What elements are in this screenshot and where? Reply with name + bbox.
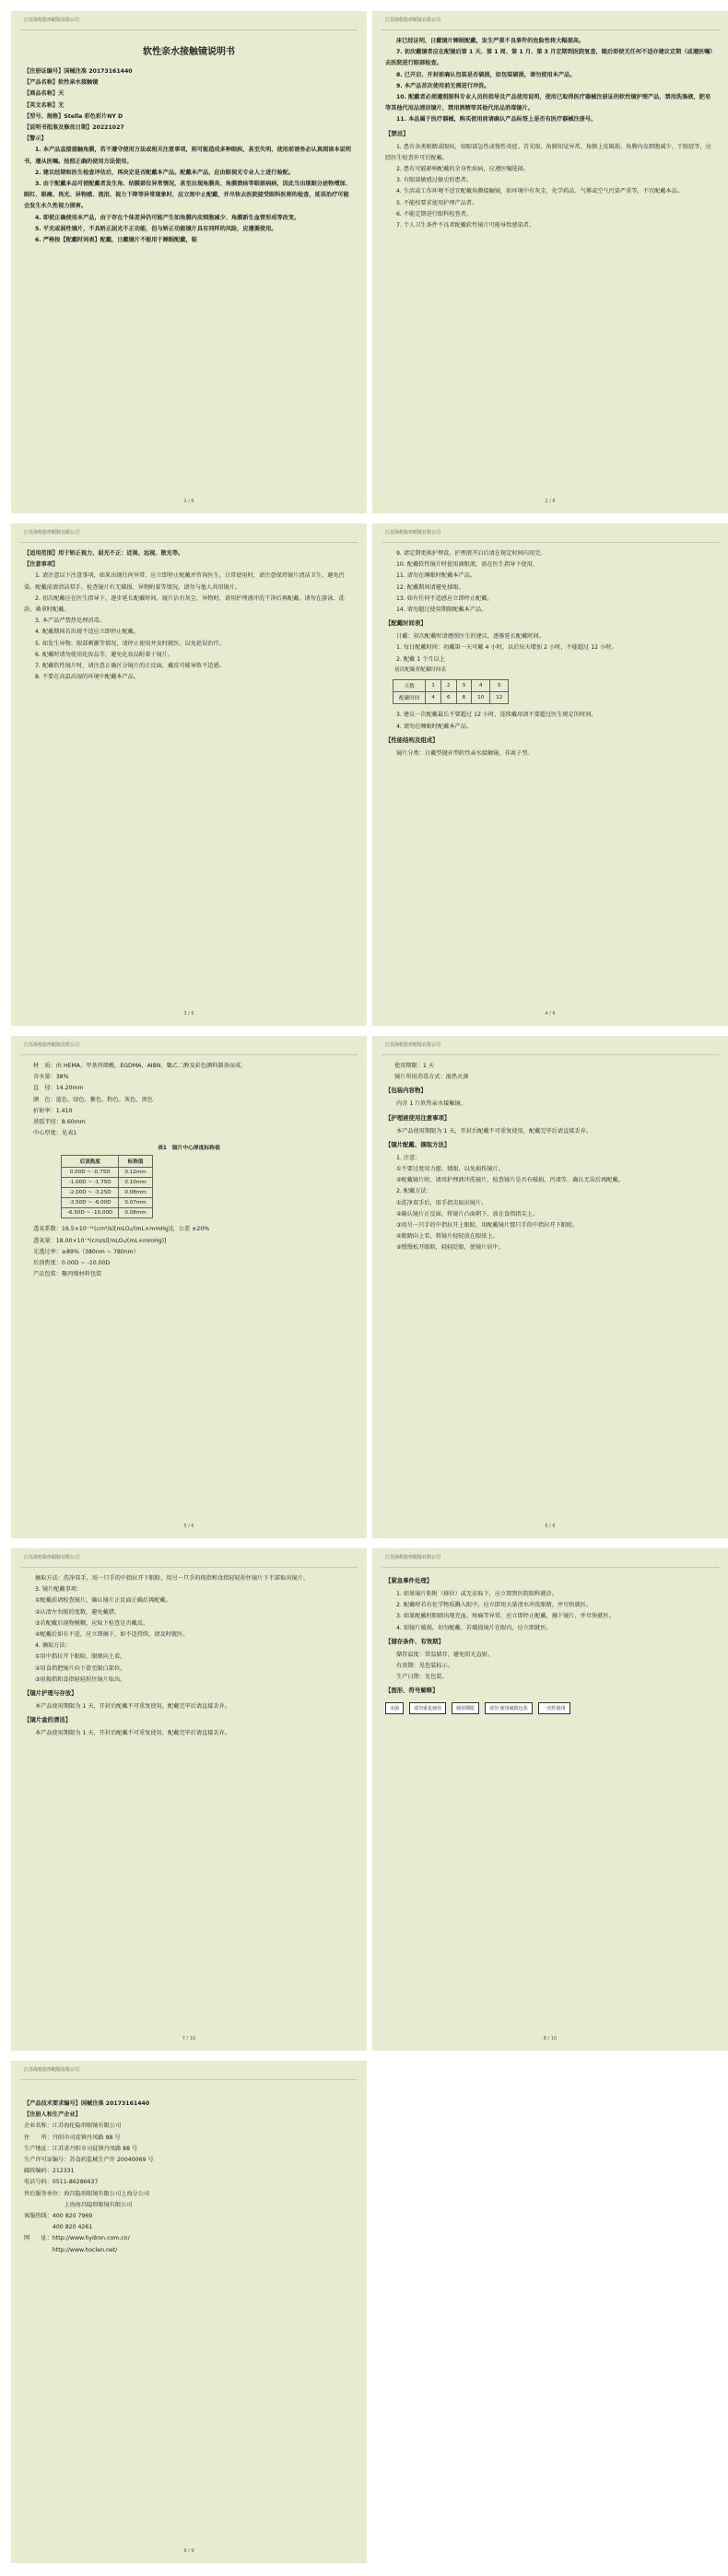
table-cell: 配戴时间	[393, 692, 426, 704]
symbol-icon: 请勿 使用破损包装	[485, 1702, 533, 1714]
contraindication-item: 2. 患有可能影响配戴的全身性疾病，应遵医嘱选择。	[396, 166, 529, 173]
spec-line: 镜片所用消毒方式：湿热灭菌	[394, 1074, 469, 1081]
text-line: 【说明书批准及修改日期】20221027	[24, 124, 124, 132]
spec-line: 基弧半径：8.60mm	[33, 1119, 86, 1126]
text-line: 【商品名称】天	[24, 90, 65, 98]
section-heading: 【紧急事件处理】	[385, 1577, 433, 1584]
section-heading: 【性能结构及组成】	[385, 735, 439, 744]
text-line: 【注册证编号】国械注准 20173161440	[24, 68, 133, 75]
warning-paragraph: 11. 本品属于医疗器械，购买使用前请确认产品标签上是否有医疗器械注册号。	[396, 116, 597, 124]
spec-line: 使用期限：1 天	[394, 1063, 435, 1069]
precaution-paragraph: 3. 本产品严禁热处理消毒。	[35, 618, 105, 625]
warning-paragraph: 9. 本产品首次使用前无需进行冲洗。	[396, 82, 490, 89]
contraindication-item: 3. 有眼部敏感过敏史的患者。	[396, 177, 473, 184]
symbol-icon: 灭菌	[385, 1702, 404, 1714]
precaution-paragraph: 10. 配戴软性镜片时使用滴眼液，需在医生指导下使用。	[396, 561, 539, 569]
text-line: 400 820 4261	[24, 2224, 93, 2231]
schedule-note: 3. 建议一次配戴最长不要超过 12 小时，连续戴用请不要超过医生规定的时间。	[396, 712, 597, 719]
pack-text: 内含 1 片软性亲水接触镜。	[396, 1100, 466, 1108]
text-line: 电话号码：0511-86286637	[24, 2179, 99, 2186]
section-heading: 【护理液使用注意事项】	[385, 1113, 451, 1122]
text-line: 【适用范围】用于矫正视力，屈光不正：近视、远视、散光等。	[24, 550, 184, 557]
contraindication-item: 4. 生活或工作环境不适宜配戴角膜接触镜，如环境中有灰尘、化学药品、气雾或空气污染严重等，不宜配戴本品。	[396, 188, 684, 195]
method-item: 4. 摘取方法：	[35, 1642, 71, 1650]
spec-line: 含水量：38%	[33, 1074, 69, 1081]
contraindication-item: 7. 个人卫生条件不良者配戴软性镜片可能导致感染者。	[396, 222, 535, 229]
section-heading: 【储存条件、有效期】	[385, 1637, 444, 1645]
document-title: 软性亲水接触镜说明书	[143, 47, 235, 57]
table-cell: 6	[440, 692, 456, 704]
text-line: 网 址：http://www.hydron.com.cn/	[24, 2235, 130, 2242]
text-line: 售后服务单位：海昌隐形眼镜有限公司上海分公司	[24, 2190, 150, 2197]
page-number: 9 / 9	[183, 2548, 194, 2554]
page-header: 江苏海伦隐形眼镜有限公司	[20, 1548, 358, 1568]
table-row	[62, 1178, 153, 1188]
warning-paragraph: 8. 已开启、开封前确认包装是否破损，如包装破损，请勿使用本产品。	[396, 71, 576, 78]
page-number: 5 / 6	[183, 1523, 194, 1529]
page-number: 4 / 6	[545, 1011, 556, 1017]
precaution-paragraph: 8. 不要在高温高湿的环境中配戴本产品。	[35, 674, 140, 681]
precaution-paragraph: 9. 请定期更换护理盒，护理液开启后请在规定时间内用完。	[396, 550, 546, 557]
spec-line: 材 质：由 HEMA、甲基丙烯酸、EGDMA、AIBN、聚乙二醇及彩色颜料制备而成。	[33, 1063, 247, 1069]
page-header: 江苏海伦隐形眼镜有限公司	[20, 523, 358, 543]
text-line: 【产品名称】软性亲水接触镜	[24, 79, 99, 87]
page-header: 江苏海伦隐形眼镜有限公司	[382, 1548, 719, 1568]
schedule-note: 4. 请勿在睡眠时配戴本产品。	[396, 723, 473, 730]
page-3	[11, 523, 367, 1026]
precaution-paragraph: 11. 请勿在睡眠时配戴本产品。	[396, 572, 476, 580]
symbol-icon: 一次性使用	[538, 1702, 570, 1714]
method-item: ②确认镜片正反面，将镜片凸面朝下，放在食指指尖上。	[396, 1210, 539, 1217]
warning-paragraph: 3. 由于配戴本品可使配戴者发生角、结膜部位异常情况，甚至出现角膜炎、角膜溃疡等眼部病病，因此当出现眼分泌物增加、眼红、眼痛、畏光、异物感、流泪、视力下降等异常现象时，应立刻中止配戴，并尽快去医院接受眼科医师的检查，延误治疗可能会发生永久性视力损害。	[24, 181, 351, 210]
page-number: 8 / 10	[543, 2036, 558, 2041]
symbol-row	[385, 1702, 715, 1714]
precaution-paragraph: 12. 配戴期间请避免揉眼。	[396, 583, 464, 591]
page-number: 1 / 6	[183, 499, 194, 504]
spec-line: 直 径：14.20mm	[33, 1085, 84, 1092]
precaution-paragraph: 13. 如有任何不适感应立即停止配戴。	[396, 594, 493, 602]
precaution-paragraph: 5. 如发生异物、眼部刺激等情况，请停止使用并及时就医，以免延误治疗。	[35, 640, 225, 647]
page-7	[11, 1548, 367, 2051]
precaution-paragraph: 6. 配戴时请勿使用化妆品等，避免化妆品附着于镜片。	[35, 651, 174, 658]
page-number: 2 / 6	[545, 499, 556, 504]
text-line: 【英文名称】无	[24, 101, 65, 109]
spec-line: 颜 色：蓝色、绿色、紫色、粉色、灰色、黑色	[33, 1096, 153, 1103]
text-line: 【注意事项】	[24, 561, 59, 569]
warning-paragraph: 1. 本产品直接接触角膜，若不遵守使用方法或相关注意事项，则可能造成多种眼疾，甚至失明，使用前请务必认真阅读本说明书，遵从医嘱。按照正确的使用方法使用。	[24, 147, 351, 165]
storage-item: 储存温度：常温储存，避免阳光直射。	[396, 1651, 494, 1658]
spec-line: 透氧系数：16.5×10⁻¹¹(cm²/s)[mLO₂/(mL×mmHg)]，公差 ±20%	[33, 1226, 210, 1233]
table-cell: -3.50D ~ -6.00D	[62, 1198, 119, 1208]
page-header: 江苏海伦隐形眼镜有限公司	[382, 1036, 719, 1055]
page-6	[372, 1036, 728, 1538]
method-item: 1. 注意：	[396, 1154, 421, 1161]
table-cell: 0.00D ~ -0.75D	[62, 1168, 119, 1178]
spec-line: 中心厚度：见表1	[33, 1130, 77, 1137]
schedule-line: 2. 配戴 1 个月以上	[396, 655, 445, 663]
method-item: ①洗净双手后，用手指尖取出镜片。	[396, 1199, 487, 1206]
method-item: 2. 配戴方法：	[396, 1188, 432, 1195]
spec-line: 后顶焦度：0.00D ~ -10.00D	[33, 1260, 111, 1267]
method-item: ①用中指拉开下眼睑，眼睛向上看。	[35, 1653, 126, 1661]
table-cell: 2	[440, 680, 456, 692]
table-cell: 10	[472, 692, 490, 704]
symbol-icon: 使用期限	[452, 1702, 479, 1714]
emergency-item: 3. 如果配戴时眼睛出现充血、疼痛等异常，应立即停止配戴，摘下镜片，并尽快就医。	[396, 1613, 615, 1620]
text-line: 【注册人和生产企业】	[24, 2111, 81, 2119]
text-line: 住 所：丹阳市司徒镇丹凤路 88 号	[24, 2134, 121, 2141]
text-line: 【产品技术要求编号】国械注准 20173161440	[24, 2100, 150, 2107]
warning-paragraph: 床已经证明，日戴镜片睡眠配戴，发生严重不良事件的危险性将大幅提高。	[396, 38, 585, 44]
page-number: 7 / 10	[182, 2036, 196, 2041]
contraindication-item: 5. 不能按要求使用护理产品者。	[396, 199, 478, 206]
text-line: 【警示】	[24, 135, 47, 143]
performance-text: 镜片分类：日戴型抛弃型软性亲水接触镜，非离子型。	[396, 749, 534, 757]
table-header-cell: 标称值	[119, 1156, 152, 1168]
page-header: 江苏海伦隐形眼镜有限公司	[20, 2061, 358, 2080]
page-header: 江苏海伦隐形眼镜有限公司	[382, 11, 719, 30]
table-row	[62, 1208, 153, 1218]
method-item: ③用另一只手的中指拉开上眼睑，用配戴镜片那只手的中指拉开下眼睑。	[396, 1222, 579, 1229]
method-item: ③若配戴后视物模糊，应取下检查是否戴反。	[35, 1619, 149, 1627]
emergency-item: 2. 配戴时若有化学物质溅入眼中，应立即用大量清水冲洗眼睛，并尽快就医。	[396, 1602, 593, 1609]
text-line: 【型号、规格】Stella 彩色彩片NY D	[24, 112, 123, 120]
table-header-cell: 后顶焦度	[62, 1156, 119, 1168]
text-line: 邮政编码：212331	[24, 2168, 75, 2175]
table-cell: -6.50D ~ -10.00D	[62, 1208, 119, 1218]
text-line: http://www.hoclen.net/	[24, 2246, 118, 2253]
table-cell: 4	[472, 680, 490, 692]
table-cell: 0.10mm	[119, 1178, 152, 1188]
text-line: 企业名称：江苏海伦隐形眼镜有限公司	[24, 2123, 122, 2130]
method-item: ②配戴镜片时，请用护理液冲洗镜片，检查镜片是否有破损、污渍等，确认无误后再配戴。	[396, 1177, 624, 1184]
page-1	[11, 11, 367, 513]
method-item: ④眼睛向上看，将镜片轻轻放在眼球上。	[396, 1233, 499, 1241]
page-header: 江苏海伦隐形眼镜有限公司	[20, 11, 358, 30]
warning-paragraph: 2. 建议经期和医生检查评估后，再决定是否配戴本产品。配戴本产品，应由眼视光专业人士进行验配。	[35, 169, 295, 176]
contraindication-item: 1. 患有各类眼睛或眼疾，如眼部急性或慢性炎症、青光眼、角膜知觉异常、角膜上皮破损、角膜内皮细胞减少、干眼症等，应经医生检查许可后配戴。	[385, 143, 711, 161]
table-cell: 0.12mm	[119, 1168, 152, 1178]
precaution-paragraph: 4. 配戴期间若出现不适应立即停止配戴。	[35, 629, 140, 636]
warning-paragraph: 6. 严格按【配戴时间表】配戴，日戴镜片不能用于睡眠配戴，临	[35, 237, 197, 244]
warning-paragraph: 5. 平光或弱性镜片，不具矫正屈光不正功能，但与矫正功能镜片具有同样的风险，应遵循使用。	[35, 225, 277, 232]
table-caption: 表1 镜片中心厚度标称值	[158, 1146, 220, 1152]
spec-line: 光透过率：≥89%（380nm ~ 780nm）	[33, 1248, 139, 1255]
page-2	[372, 11, 728, 513]
method-item: ③用拇指和食指轻轻捏住镜片取出。	[35, 1676, 126, 1683]
table-cell: -1.00D ~ -1.75D	[62, 1178, 119, 1188]
table-label: 初次配戴者配戴时间表	[394, 666, 446, 673]
method-item: ⑤慢慢松开眼睑，轻轻眨眼，使镜片居中。	[396, 1244, 504, 1252]
spec-line: 产品包装：聚丙烯材料包装	[33, 1271, 102, 1278]
table-row	[62, 1188, 153, 1198]
text-line: 客服热线：400 820 7969	[24, 2213, 93, 2220]
contraindication-item: 6. 不能定期进行眼科检查者。	[396, 210, 473, 218]
page-header: 江苏海伦隐形眼镜有限公司	[20, 1036, 358, 1055]
page-header: 江苏海伦隐形眼镜有限公司	[382, 523, 719, 543]
schedule-line: 1. 每日配戴时间：初戴第一天可戴 4 小时，以后每天增加 2 小时，不能超过 12 小时。	[396, 644, 617, 652]
thickness-table	[61, 1155, 153, 1218]
method-item: ①配戴前请检查镜片，确认镜片正反面正确后再配戴。	[35, 1597, 171, 1605]
page-8	[372, 1548, 728, 2051]
method-item: 3. 镜片配戴事项：	[35, 1586, 83, 1594]
method-item: ②用食指把镜片向下滑至眼白部位。	[35, 1664, 126, 1672]
precaution-paragraph: 7. 配戴软性镜片时，请注意正确区分镜片的正反面，戴反可能导致不适感。	[35, 663, 225, 670]
spec-line: 折射率：1.410	[33, 1107, 73, 1114]
warning-paragraph: 4. 即使正确使用本产品，由于存在个体差异仍可能产生如角膜内皮细胞减少、角膜新生血管形成等改变。	[35, 214, 300, 221]
page-4	[372, 523, 728, 1026]
text-line: 生产地址：江苏省丹阳市司徒镇丹凤路 88 号	[24, 2145, 138, 2152]
page-5	[11, 1036, 367, 1538]
table-row	[62, 1198, 153, 1208]
section-heading: 【镜片盒的清洁】	[24, 1716, 72, 1724]
table-cell: 1	[426, 680, 441, 692]
page-number: 6 / 6	[545, 1523, 556, 1529]
table-cell: 12	[490, 692, 509, 704]
emergency-item: 1. 如果镜片粘附（移位）或无法取下，应立即到医院眼科就诊。	[396, 1591, 558, 1597]
table-cell: 5	[490, 680, 509, 692]
section-heading: 【包装内容物】	[385, 1087, 427, 1095]
table-cell: 8	[456, 692, 472, 704]
schedule-intro: 日戴：初次配戴时请遵照医生的建议，逐渐延长配戴时间。	[396, 633, 545, 641]
section-heading: 【图形、符号解释】	[385, 1687, 439, 1695]
case-text: 本产品使用期限为 1 天，开封后配戴不可重复使用，配戴完毕后请直接丢弃。	[35, 1730, 231, 1737]
emergency-item: 4. 如镜片破损，切勿配戴。若破损镜片在眼内，应立即就医。	[396, 1624, 552, 1631]
method-item: ②认清左右眼的度数，避免戴错。	[35, 1608, 121, 1616]
table-row	[62, 1168, 153, 1178]
precaution-paragraph: 14. 请勿超过使用期限配戴本产品。	[396, 606, 487, 614]
storage-item: 生产日期：见包装。	[396, 1674, 448, 1681]
section-heading: 【镜片护理与存放】	[24, 1689, 77, 1698]
table-cell: 0.08mm	[119, 1188, 152, 1198]
method-item: ④配戴后如有不适，应立即摘下，如不适持续，请及时就医。	[35, 1631, 189, 1639]
page-number: 3 / 6	[183, 1011, 194, 1017]
text-line: 生产许可证编号：苏食药监械生产许 20040069 号	[24, 2157, 154, 2164]
warning-paragraph: 10. 配戴者必须遵照眼科专业人员的指导及产品使用说明，使用已取得医疗器械注册证的软性镜护理产品，禁用洗涤液，肥皂等其他代用品清洁镜片，禁用酒精等其他代用品消毒镜片。	[385, 94, 711, 112]
table-cell: 0.08mm	[119, 1208, 152, 1218]
section-heading: 【禁忌】	[385, 129, 409, 137]
page-9	[11, 2061, 367, 2563]
text-line: 上海海昌隐形眼镜有限公司	[24, 2201, 133, 2208]
warning-paragraph: 7. 初次戴镜者应在配镜后第 1 天、第 1 周、第 1 月、第 3 月定期到医院复查，随后即使无任何不适亦建议定期（或遵医嘱）去医院进行眼部检查。	[385, 49, 713, 67]
method-item: ①不要过度用力握、揉眼，以免损伤镜片。	[396, 1166, 504, 1173]
table-cell: -2.00D ~ -3.25D	[62, 1188, 119, 1198]
precaution-paragraph: 1. 请注意以下注意事项，如果出现任何异常，应立即停止配戴并咨询医生。日常使用时，请注意保持镜片清洁卫生，避免污染。配戴前请清洁双手，检查镜片有无破损、异物附着等情况。请勿与他人共用镜片。	[24, 572, 345, 591]
section-heading: 【镜片配戴、摘取方法】	[385, 1140, 451, 1148]
schedule-table	[393, 679, 509, 704]
symbol-icon: 请勿重复使用	[409, 1702, 446, 1714]
care-text: 本产品使用期限为 1 天，开封后配戴不可重复使用，配戴完毕后请直接丢弃。	[35, 1703, 231, 1711]
section-heading: 【配戴时间表】	[385, 619, 427, 628]
table-cell: 0.07mm	[119, 1198, 152, 1208]
precaution-paragraph: 2. 初次配戴应在医生指导下，逐步延长配戴时间。镜片沾有灰尘、异物时，请用护理液冲洗干净后再配戴。请勿在游泳、洗浴、桑拿时配戴。	[24, 594, 345, 614]
spec-line: 透氧量：18.00×10⁻⁹(cm/s)[mLO₂/(mL×mmHg)]	[33, 1237, 167, 1244]
method-item: 摘取方法：洗净双手，用一只手的中指拉开下眼睑，用另一只手的拇指和食指轻轻捏住镜片下半部取出镜片。	[35, 1575, 309, 1582]
care-paragraph: 本产品使用期限为 1 天，开封后配戴不可重复使用，配戴完毕后请直接丢弃。	[396, 1127, 593, 1135]
table-cell: 3	[456, 680, 472, 692]
table-cell: 4	[426, 692, 441, 704]
table-cell: 天数	[393, 680, 426, 692]
storage-item: 有效期：见包装标示。	[396, 1663, 453, 1670]
